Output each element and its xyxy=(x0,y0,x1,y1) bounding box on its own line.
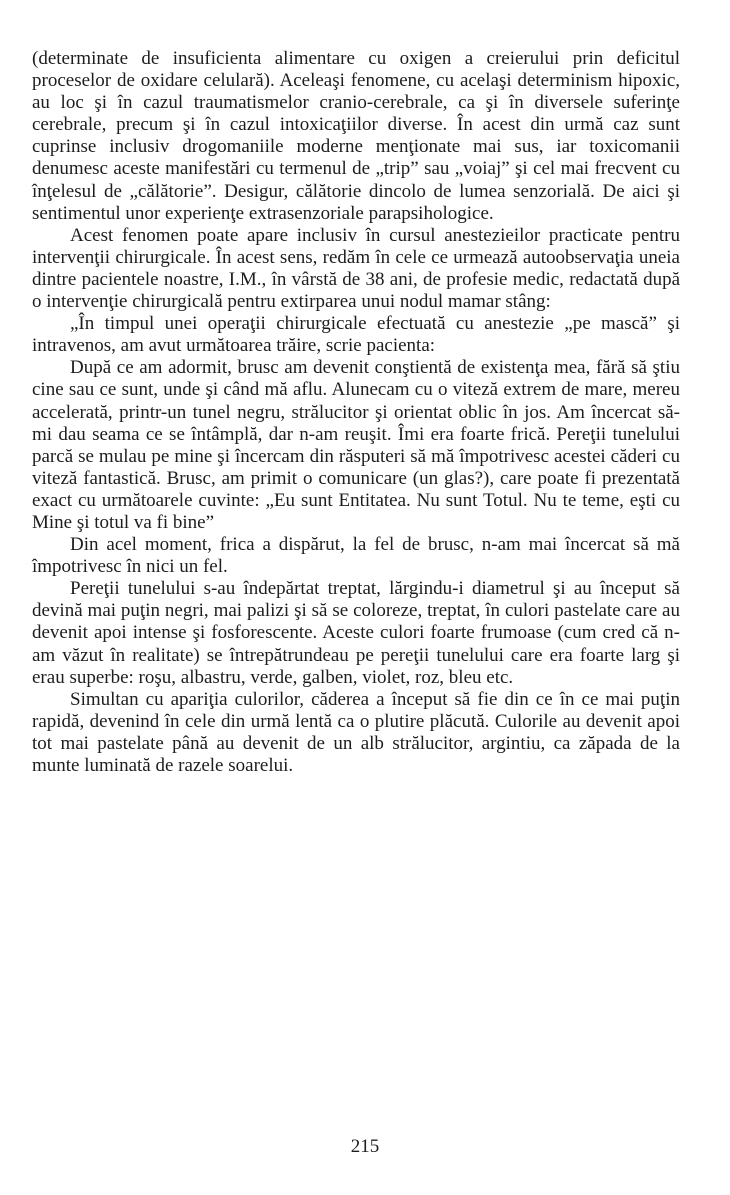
page-body xyxy=(32,48,680,777)
paragraph-3: „În timpul unei operaţii chirurgicale efectuată cu anestezie „pe mască” şi intravenos, am avut următoarea trăire, scrie pacienta: xyxy=(32,313,680,357)
paragraph-2: Acest fenomen poate apare inclusiv în cursul anestezieilor practicate pentru intervenţii chirurgicale. În acest sens, redăm în cele ce urmează autoobservaţia uneia dintre pacientele noastre, I.M., în vârstă de 38 ani, de profesie medic, redactată după o intervenţie chirurgicală pentru extirparea unui nodul mamar stâng: xyxy=(32,224,680,313)
paragraph-5: Din acel moment, frica a dispărut, la fel de brusc, n-am mai încercat să mă împotrivesc în nici un fel. xyxy=(32,534,680,578)
paragraph-1: (determinate de insuficienta alimentare cu oxigen a creierului prin deficitul proceselor de oxidare celulară). Aceleaşi fenomene, cu acelaşi determinism hipoxic, au loc şi în cazul traumatismelor cranio-cerebrale, ca şi în diversele suferinţe cerebrale, precum şi în cazul intoxicaţiilor diverse. În acest din urmă caz sunt cuprinse inclusiv drogomaniile moderne menţionate mai sus, iar toxicomanii denumesc aceste manifestări cu termenul de „trip” sau „voiaj” şi cel mai frecvent cu înţelesul de „călătorie”. Desigur, călătorie dincolo de lumea senzorială. De aici şi sentimentul unor experienţe extrasenzoriale parapsihologice. xyxy=(32,48,680,224)
page-number: 215 xyxy=(350,1136,380,1157)
paragraph-6: Pereţii tunelului s-au îndepărtat treptat, lărgindu-i diametrul şi au început să devină mai puţin negri, mai palizi şi să se coloreze, treptat, în culori pastelate care au devenit apoi intense şi fosforescente. Aceste culori foarte frumoase (cum cred că n-am văzut în realitate) se întrepătrundeau pe pereţii tunelului care era foarte larg şi erau superbe: roşu, albastru, verde, galben, violet, roz, bleu etc. xyxy=(32,578,680,688)
paragraph-7: Simultan cu apariţia culorilor, căderea a început să fie din ce în ce mai puţin rapidă, devenind în cele din urmă lentă ca o plutire plăcută. Culorile au devenit apoi tot mai pastelate până au devenit de un alb strălucitor, argintiu, ca zăpada de la munte luminată de razele soarelui. xyxy=(32,688,680,776)
paragraph-4: După ce am adormit, brusc am devenit conştientă de existenţa mea, fără să ştiu cine sau ce sunt, unde şi când mă aflu. Alunecam cu o viteză extrem de mare, mereu accelerată, printr-un tunel negru, strălucitor şi orientat oblic în jos. Am încercat să-mi dau seama ce se întâmplă, dar n-am reuşit. Îmi era foarte frică. Pereţii tunelului parcă se mulau pe mine şi încercam din răsputeri să mă împotrivesc acestei căderi cu viteză fantastică. Brusc, am primit o comunicare (un glas?), care poate fi prezentată exact cu următoarele cuvinte: „Eu sunt Entitatea. Nu sunt Totul. Nu te teme, eşti cu Mine şi totul va fi bine” xyxy=(32,357,680,533)
